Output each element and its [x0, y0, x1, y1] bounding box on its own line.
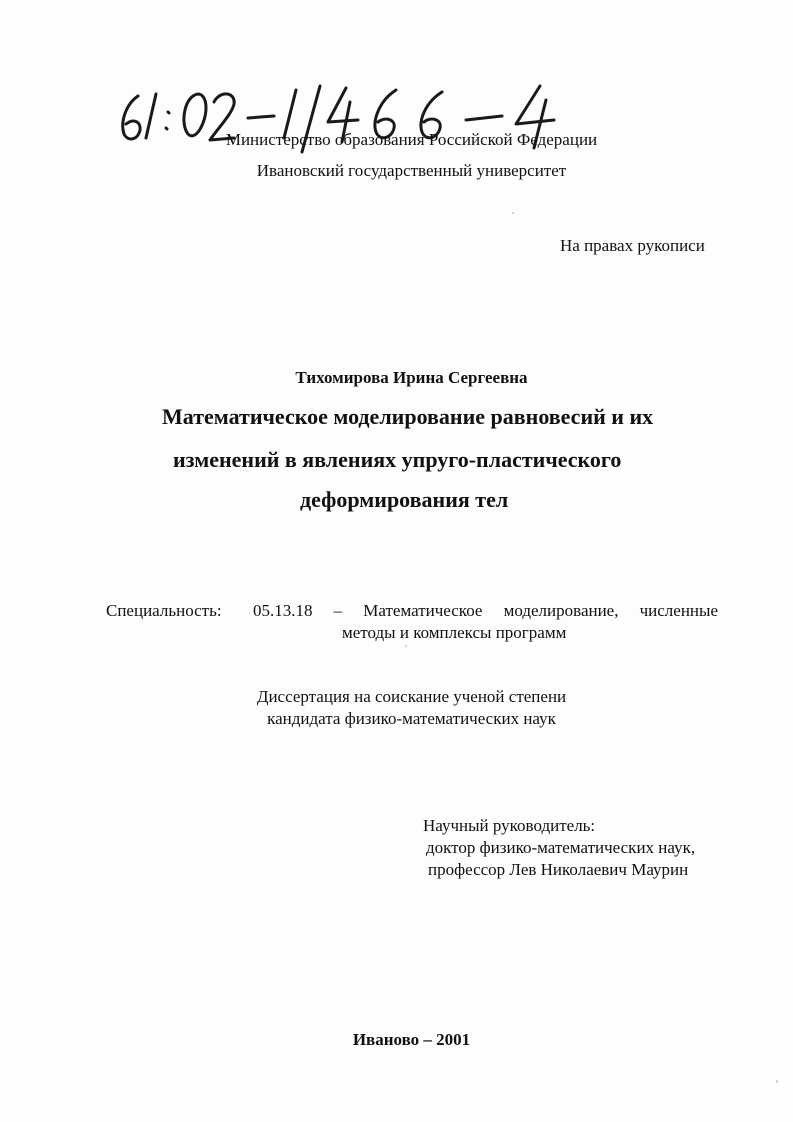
dissertation-line-1: Диссертация на соискание ученой степени: [256, 687, 567, 706]
specialty-code-line: 05.13.18 – Математическое моделирование, численные: [253, 601, 718, 620]
rights-note: На правах рукописи: [560, 236, 705, 255]
city-year: Иваново – 2001: [352, 1030, 471, 1049]
title-line-2: изменений в явлениях упруго-пластического: [173, 447, 622, 472]
author-name: Тихомирова Ирина Сергеевна: [295, 368, 528, 387]
university-name: Ивановский государственный университет: [256, 161, 567, 180]
advisor-degree: доктор физико-математических наук,: [426, 838, 696, 857]
advisor-name: профессор Лев Николаевич Маурин: [428, 860, 689, 879]
scan-speck: [776, 1080, 778, 1083]
advisor-label: Научный руководитель:: [423, 816, 596, 835]
specialty-continuation: методы и комплексы программ: [342, 623, 567, 642]
scan-speck: [512, 212, 514, 214]
title-line-3: деформирования тел: [300, 487, 509, 512]
ministry-name: Министерство образования Российской Федерации: [225, 130, 598, 149]
specialty-label: Специальность:: [106, 601, 222, 620]
scan-speck: [405, 645, 407, 647]
dissertation-line-2: кандидата физико-математических наук: [267, 709, 556, 728]
title-line-1: Математическое моделирование равновесий и их: [162, 404, 654, 429]
